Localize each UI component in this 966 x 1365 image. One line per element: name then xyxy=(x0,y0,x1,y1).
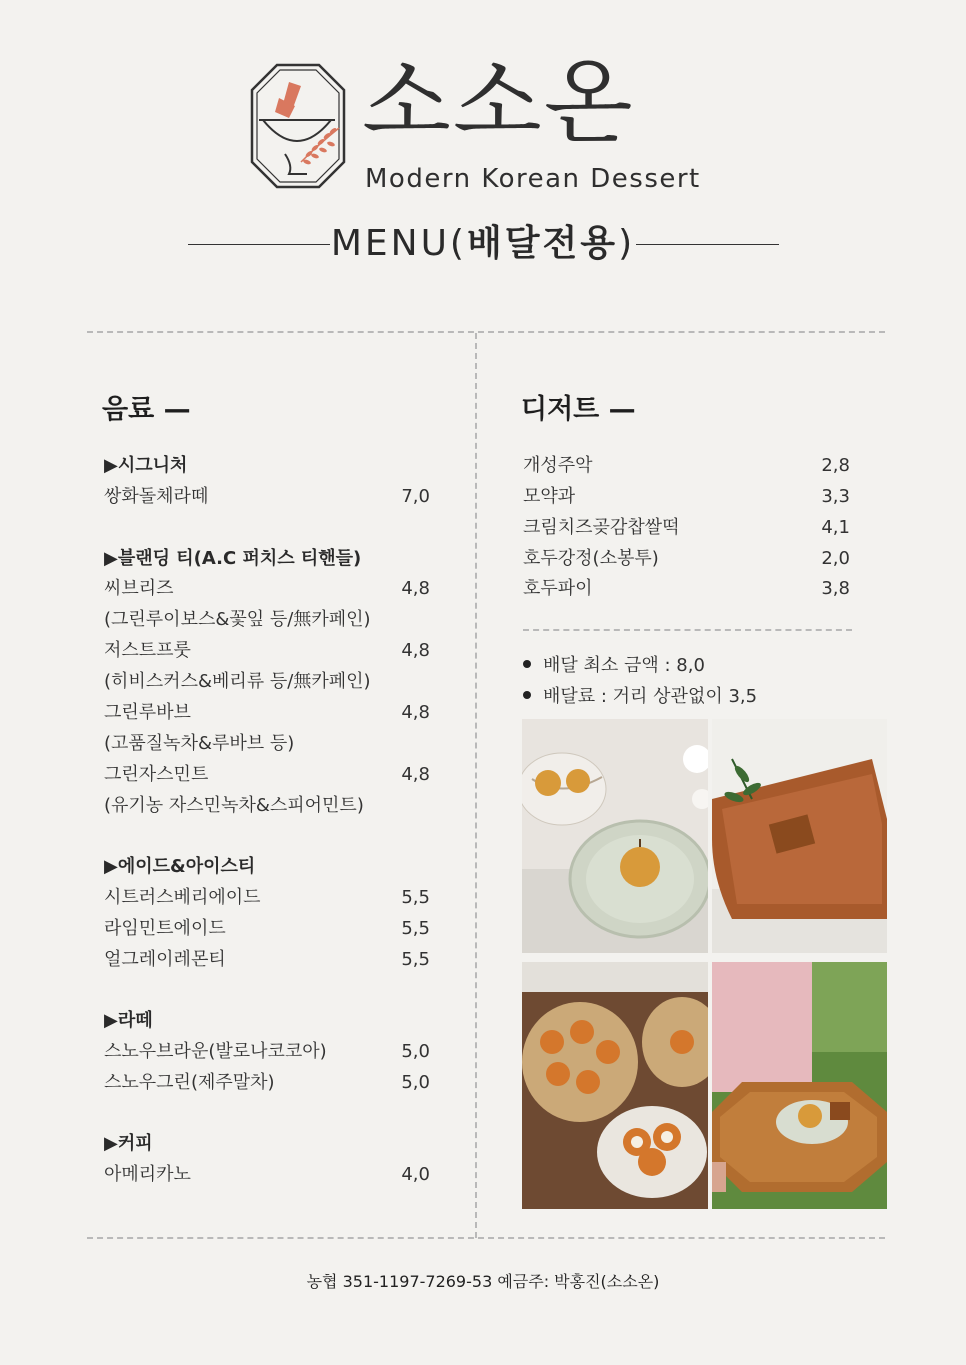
dessert-photo-gotgam-basket xyxy=(522,962,708,1209)
bullet-icon xyxy=(523,691,531,699)
heading-rule-right xyxy=(636,244,779,245)
top-divider xyxy=(87,331,885,333)
item-name: 저스트프룻 xyxy=(104,640,191,661)
brand-tagline: Modern Korean Dessert xyxy=(365,164,701,194)
category-coffee: ▶커피 xyxy=(104,1133,153,1154)
item-name: 그린자스민트 xyxy=(104,764,209,785)
item-price: 3,3 xyxy=(821,486,850,507)
item-name: 개성주악 xyxy=(523,455,593,476)
category-latte: ▶라떼 xyxy=(104,1010,153,1031)
dessert-photo-plates xyxy=(522,719,708,953)
item-name: 크림치즈곶감찹쌀떡 xyxy=(523,517,680,538)
item-name: 쌍화돌체라떼 xyxy=(104,486,209,507)
menu-heading-emphasis: 배달전용 xyxy=(466,223,619,264)
bullet-icon xyxy=(523,660,531,668)
desserts-title: 디저트 — xyxy=(521,394,636,425)
item-name: 아메리카노 xyxy=(104,1164,191,1185)
item-price: 4,8 xyxy=(401,702,430,723)
item-price: 5,5 xyxy=(401,887,430,908)
delivery-min-amount xyxy=(523,654,705,678)
item-name: 호두파이 xyxy=(523,578,593,599)
item-note: (그린루이보스&꽃잎 등/無카페인) xyxy=(104,609,371,630)
item-price: 2,8 xyxy=(821,455,850,476)
bank-account: 농협 351-1197-7269-53 예금주: 박홍진(소소온) xyxy=(306,1272,660,1291)
item-name: 스노우그린(제주말차) xyxy=(104,1072,275,1093)
item-price: 7,0 xyxy=(401,486,430,507)
dessert-divider xyxy=(523,629,852,631)
item-name: 호두강정(소봉투) xyxy=(523,548,659,569)
delivery-fee-text: 배달료 : 거리 상관없이 3,5 xyxy=(543,686,758,707)
menu-heading xyxy=(330,222,636,266)
item-name: 씨브리즈 xyxy=(104,578,174,599)
dessert-photo-yakgwa-tray xyxy=(712,719,887,953)
item-name: 시트러스베리에이드 xyxy=(104,887,261,908)
item-note: (히비스커스&베리류 등/無카페인) xyxy=(104,671,371,692)
logo-mark-icon xyxy=(249,62,347,190)
item-price: 2,0 xyxy=(821,548,850,569)
delivery-fee xyxy=(523,685,757,709)
bottom-divider xyxy=(87,1237,885,1239)
item-name: 얼그레이레몬티 xyxy=(104,949,226,970)
item-price: 5,0 xyxy=(401,1041,430,1062)
item-name: 그린루바브 xyxy=(104,702,191,723)
delivery-min-text: 배달 최소 금액 : 8,0 xyxy=(543,655,705,676)
menu-heading-suffix: ) xyxy=(618,223,636,264)
menu-heading-prefix: MENU( xyxy=(330,223,467,264)
category-signature: ▶시그니처 xyxy=(104,455,188,476)
category-blending-tea: ▶블랜딩 티(A.C 퍼치스 티핸들) xyxy=(104,548,362,569)
item-price: 5,5 xyxy=(401,949,430,970)
item-name: 라임민트에이드 xyxy=(104,918,226,939)
item-price: 4,8 xyxy=(401,578,430,599)
item-price: 4,8 xyxy=(401,640,430,661)
brand-name: 소소온 xyxy=(362,49,635,156)
item-price: 4,8 xyxy=(401,764,430,785)
item-price: 3,8 xyxy=(821,578,850,599)
heading-rule-left xyxy=(188,244,330,245)
drinks-title: 음료 — xyxy=(102,394,191,425)
item-price: 5,5 xyxy=(401,918,430,939)
column-divider xyxy=(475,333,477,1238)
item-price: 4,1 xyxy=(821,517,850,538)
item-name: 스노우브라운(발로나코코아) xyxy=(104,1041,327,1062)
category-ade: ▶에이드&아이스티 xyxy=(104,856,256,877)
item-price: 5,0 xyxy=(401,1072,430,1093)
item-price: 4,0 xyxy=(401,1164,430,1185)
item-name: 모약과 xyxy=(523,486,576,507)
item-note: (유기농 자스민녹차&스피어민트) xyxy=(104,795,364,816)
dessert-photo-octagon-tray xyxy=(712,962,887,1209)
item-note: (고품질녹차&루바브 등) xyxy=(104,733,295,754)
